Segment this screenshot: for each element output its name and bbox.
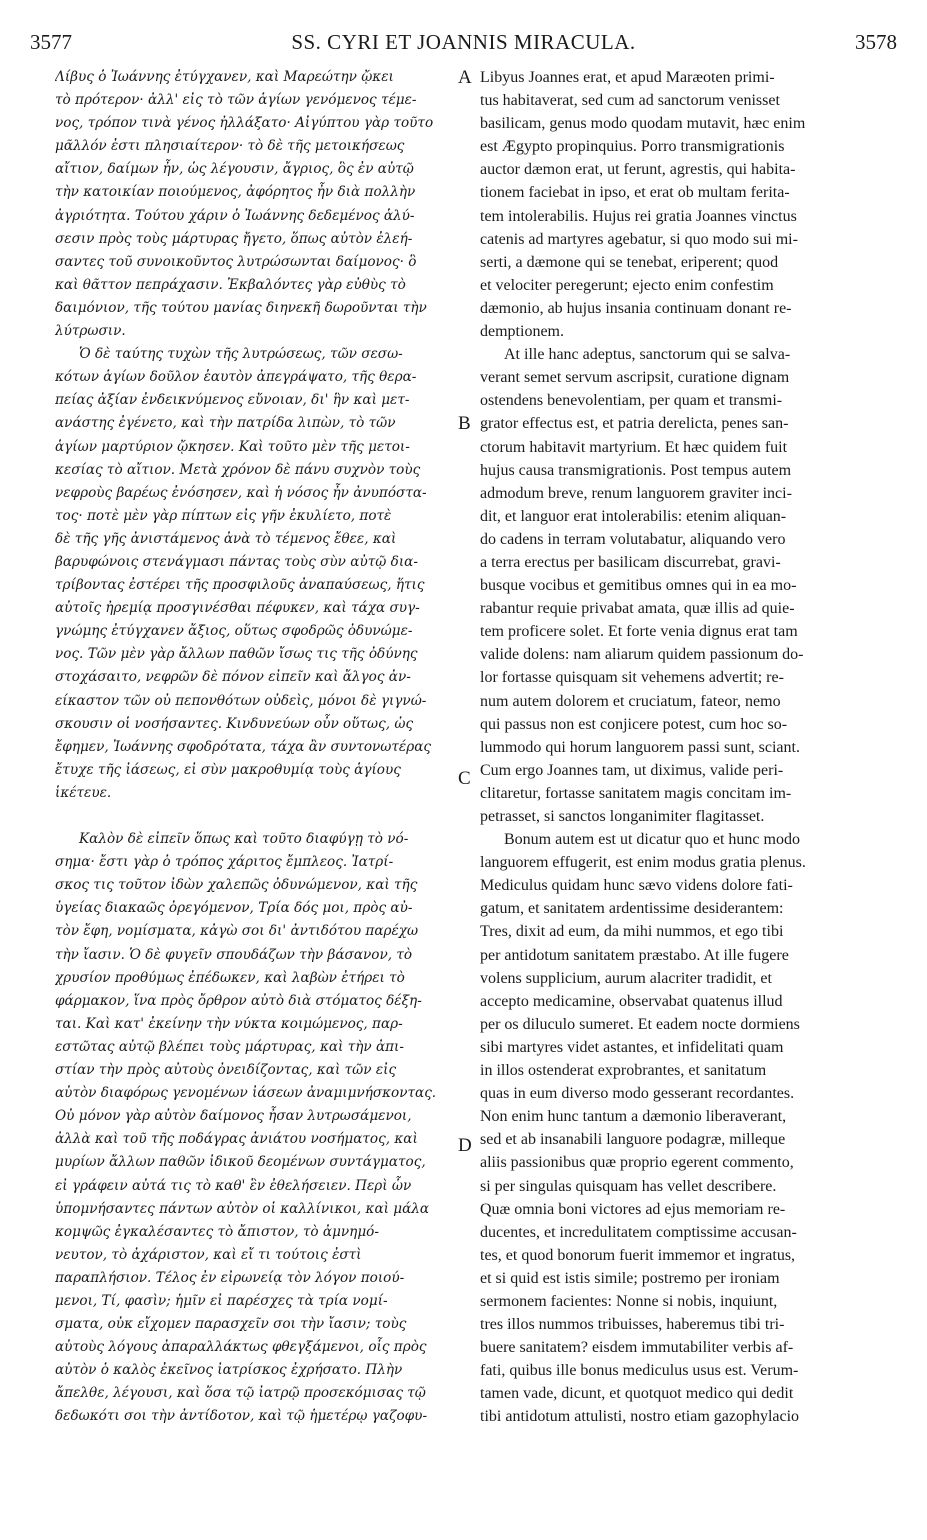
latin-line: quas in eum diverso modo gesserant recordantes. [480,1085,795,1103]
greek-line: φάρμακον, ἵνα πρὸς ὄρθρον αὐτὸ διὰ στόματος δέξη- [55,992,422,1009]
latin-line: auctor dæmon erat, ut ferunt, agrestis, qui habita- [480,161,796,179]
latin-line: gatum, et sanitatem ardentissime desiderantem: [480,900,784,918]
greek-line: κομψῶς ἐγκαλέσαντες τὸ ἄπιστον, τὸ ἀμνημό- [55,1223,379,1240]
greek-line: ανάστης ἐγένετο, καὶ τὴν πατρίδα λιπὼν, τὸ τῶν [55,415,396,432]
greek-line: παραπλήσιον. Τέλος ἐν εἰρωνείᾳ τὸν λόγον ποιού- [55,1269,405,1286]
latin-line: tamen vade, dicunt, et quotquot medico qui dedit [480,1385,794,1403]
latin-line: est Ægypto propinquius. Porro transmigrationis [480,138,785,156]
latin-line: verant semet servum ascripsit, curatione dignam [480,369,790,387]
greek-line: τὴν ἴασιν. Ὁ δὲ φυγεῖν σπουδάζων τὴν βάσανον, τὸ [55,946,413,963]
latin-line: tes, et quod bonorum fuerit immemor et ingratus, [480,1246,796,1264]
latin-line: sermonem facientes: Nonne si nobis, inquiunt, [480,1292,778,1310]
latin-line: qui passus non est conjicere potest, cum hoc so- [480,715,788,733]
greek-line: γνώμης ἐτύγχανεν ἄξιος, οὕτως σφοδρῶς ὀδυνώμε- [55,623,413,640]
greek-line: ἱκέτευε. [55,784,112,801]
greek-line: καὶ θᾶττον πεπράχασιν. Ἐκβαλόντες γὰρ εὐθὺς τὸ [55,276,406,293]
latin-line: do cadens in terram volutabatur, aliquando vero [480,530,786,548]
greek-line: αὐτὸν διαφόρως γενομένων ἰάσεων ἀναμιμνήσκοντας. [55,1085,437,1102]
latin-line: grator effectus est, et patria derelicta, penes san- [480,415,789,433]
greek-line: δεδωκότι σοι τὴν ἀντίδοτον, καὶ τῷ ἡμετέρῳ γαζοφυ- [55,1408,428,1425]
latin-line: Libyus Joannes erat, et apud Maræoten primi- [480,69,775,86]
latin-line: serti, a dæmone qui se tenebat, eriperent; quod [480,253,779,271]
greek-line: νευτον, τὸ ἀχάριστον, καὶ εἴ τι τούτοις ἐστὶ [55,1246,362,1263]
greek-line: σκος τις τοῦτον ἰδὼν χαλεπῶς ὀδυνώμενον, καὶ τῆς [55,877,418,894]
latin-line: in illos ostenderat exprobrantes, et sanitatum [480,1062,767,1080]
greek-line: αὐτοὺς λόγους ἀπαραλλάκτως φθεγξάμενοι, οἷς πρὸς [55,1339,427,1356]
page-number-right: 3578 [855,30,897,54]
latin-line: ducentes, et incredulitatem comptissime accusan- [480,1223,797,1241]
latin-line: admodum breve, renum languorem graviter inci- [480,484,792,502]
latin-line: tus habitaverat, sed cum ad sanctorum venisset [480,92,780,110]
greek-line: αὐτοῖς ἠρεμίᾳ προσγινέσθαι πέφυκεν, καὶ τάχα συγ- [55,600,420,617]
greek-line: ἀγριότητα. Τούτου χάριν ὁ Ἰωάννης δεδεμένος ἁλύ- [55,207,415,224]
greek-line: σημα· ἔστι γὰρ ὁ τρόπος χάριτος ἔμπλεος. Ἰατρί- [55,854,394,871]
latin-line: Bonum autem est ut dicatur quo et hunc modo [504,831,800,849]
greek-line: ὑπομνήσαντες πάντων αὐτὸν οἱ καλλίνικοι, καὶ μάλα [55,1200,430,1217]
greek-line: δαιμόνιον, τῆς τούτου μανίας διηνεκῆ δωροῦνται τὴν [55,299,427,316]
latin-line: fati, quibus ille bonus mediculus usus est. Verum- [480,1362,799,1380]
greek-line: είκαστον τῶν οὐ πεπονθότων οὐδεὶς, μόνοι δὲ γιγνώ- [55,692,427,709]
greek-line: τὸ πρότερον· ἀλλ' εἰς τὸ τῶν ἁγίων γενόμενος τέμε- [55,92,417,109]
greek-line: αἴτιον, δαίμων ἦν, ὡς λέγουσιν, ἄγριος, ὃς ἐν αὐτῷ [55,161,414,178]
latin-line: At ille hanc adeptus, sanctorum qui se salva- [504,346,791,364]
greek-line: αὐτὸν ὁ καλὸς ἐκεῖνος ἰατρίσκος ἐχρήσατο. Πλὴν [55,1362,403,1379]
greek-line: σεσιν πρὸς τοὺς μάρτυρας ἤγετο, ὅπως αὐτὸν ἐλεή- [55,230,413,247]
greek-line: ἔτυχε τῆς ἰάσεως, εἰ σὺν μακροθυμίᾳ τοὺς ἁγίους [55,761,401,778]
latin-line: petrasset, si sanctos longanimiter flagitasset. [480,808,765,825]
greek-line: τὴν κατοικίαν ποιούμενος, ἀφόρητος ἦν διὰ πολλὴν [55,184,416,201]
latin-line: sibi martyres videt astantes, et infidelitati quam [480,1038,784,1056]
latin-line: sed et ab insanabili languore podagræ, milleque [480,1131,786,1149]
latin-column [480,66,892,1429]
latin-line: si per singulas quisquam has vellet describere. [480,1177,777,1195]
latin-line: tem intolerabilis. Hujus rei gratia Joannes vinctus [480,207,797,225]
latin-line: tionem faciebat in ipso, et erat ob multam ferita- [480,184,790,202]
greek-line: νος. Τῶν μὲν γὰρ ἄλλων παθῶν ἴσως τις τῆς ὀδύνης [55,646,418,663]
section-marker-b: B [458,413,471,434]
greek-line: μενοι, Τί, φασὶν; ἡμῖν εἰ παρέσχες τὰ τρία νομί- [55,1292,388,1309]
greek-line: Καλὸν δὲ εἰπεῖν ὅπως καὶ τοῦτο διαφύγῃ τὸ νό- [79,831,409,848]
greek-line: ὑγείας διακαῶς ὀρεγόμενον, Τρία δός μοι, πρὸς αὐ- [55,900,413,917]
greek-line: σαντες τοῦ συνοικοῦντος λυτρώσωνται δαίμονος· ὃ [55,253,417,270]
latin-line: tibi antidotum attulisti, nostro etiam gazophylacio [480,1408,800,1426]
latin-line: dit, et languor erat intolerabilis: etenim aliquan- [480,507,787,525]
latin-line: et velociter peregerunt; ejecto enim confestim [480,276,774,294]
greek-line: εστῶτας αὐτῷ βλέπει τοὺς μάρτυρας, καὶ τὴν ἀπι- [55,1038,404,1055]
greek-line: νος, τρόπον τινὰ γένος ἠλλάξατο· Αἰγύπτου γὰρ τοῦτο [55,115,434,132]
greek-line: σματα, οὐκ εἴχομεν παρασχεῖν σοι τὴν ἴασιν; τοὺς [55,1316,407,1333]
latin-line: buere sanitatem? eisdem immutabiliter verbis af- [480,1339,794,1357]
latin-line: Cum ergo Joannes tam, ut diximus, valide peri- [480,761,784,779]
greek-line: στίαν τὴν πρὸς αὐτοὺς ὀνειδίζοντας, καὶ τῶν εἰς [55,1062,397,1079]
greek-line: νεφροὺς βαρέως ἐνόσησεν, καὶ ἡ νόσος ἦν ἀνυπόστα- [55,484,427,501]
latin-line: volens supplicium, aurum alacriter tradidit, et [480,969,772,987]
latin-line: et si quid est istis simile; postremo per ironiam [480,1269,780,1287]
latin-line: aliis passionibus quæ proprio egerent commento, [480,1154,794,1172]
section-marker-c: C [458,768,471,789]
section-marker-d: D [458,1135,472,1156]
latin-line: ctorum habitavit martyrium. Et hæc quidem fuit [480,438,788,456]
latin-line: demptionem. [480,323,564,341]
latin-line: lor fortasse quisquam sit vehemens advertit; re- [480,669,784,687]
greek-line: εἰ γράφειν αὐτά τις τὸ καθ' ἓν ἐθελήσειεν. Περὶ ὧν [55,1177,412,1194]
latin-line: catenis ad martyres agebatur, si quo modo sui mi- [480,230,798,248]
section-marker-a: A [458,67,472,88]
greek-line: χρυσίον προθύμως ἐπέδωκεν, καὶ λαβὼν ἐτήρει τὸ [55,969,405,986]
latin-line: basilicam, genus modo quodam mutavit, hæc enim [480,115,806,133]
greek-line: δὲ τῆς γῆς ἀνιστάμενος ἀνὰ τὸ τέμενος ἔθεε, καὶ [55,530,397,547]
running-title: SS. CYRI ET JOANNIS MIRACULA. [291,30,636,54]
greek-line: τὸν ἔφη, νομίσματα, κἀγὼ σοι δι' ἀντιδότου παρέχω [55,923,419,940]
greek-line: πείας ἀξίαν ἐνδεικνύμενος εὔνοιαν, δι' ἣν καὶ μετ- [55,392,410,409]
greek-line: ἀλλὰ καὶ τοῦ τῆς ποδάγρας ἀνιάτου νοσήματος, καὶ [55,1131,418,1148]
greek-line: στοχάσαιτο, νεφρῶν δὲ πόνον εἰπεῖν καὶ ἄλγος ἀν- [55,669,411,686]
latin-line: tem proficere solet. Et forte venia dignus erat tam [480,623,798,641]
greek-line: κότων ἁγίων δοῦλον ἑαυτὸν ἀπεγράψατο, τῆς θερα- [55,369,417,386]
latin-line: busque vocibus et gemitibus omnes qui in ea mo- [480,577,797,595]
greek-line: ἁγίων μαρτύριον ᾤκησεν. Καὶ τοῦτο μὲν τῆς μετοι- [55,438,410,455]
latin-line: per os diluculo sumeret. Et eadem nocte dormiens [480,1015,800,1033]
greek-line: ἄπελθε, λέγουσι, καὶ ὅσα τῷ ἰατρῷ προσεκόμισας τῷ [55,1385,426,1402]
latin-line: clitaretur, fortasse sanitatem magis concitam im- [480,784,792,802]
latin-line: dæmonio, ab hujus insania continuam donant re- [480,299,792,317]
greek-line: Λίβυς ὁ Ἰωάννης ἐτύγχανεν, καὶ Μαρεώτην ᾤκει [55,69,394,85]
latin-line: num autem dolorem et cruciatum, fateor, nemo [480,692,781,710]
greek-line: Οὐ μόνον γὰρ αὐτὸν δαίμονος ἦσαν λυτρωσάμενοι, [55,1108,412,1125]
greek-line: ἔφημεν, Ἰωάννης σφοδρότατα, τάχα ἂν συντονωτέρας [55,738,431,755]
latin-line: Mediculus quidam hunc sævo videns dolore fati- [480,877,793,895]
greek-line: βαρυφώνοις στενάγμασι πάντας τοὺς σὺν αὐτῷ δια- [55,553,418,570]
latin-line: languorem effugerit, est enim modus gratia plenus. [480,854,806,872]
latin-line: accepto medicamine, observabat quatenus illud [480,992,783,1010]
greek-line: τρίβοντας ἐστέρει τῆς προσφιλοῦς ἀναπαύσεως, ἥτις [55,577,425,594]
latin-line: valide dolens: nam aliarum quidem passionum do- [480,646,804,664]
latin-line: Tres, dixit ad eum, da mihi nummos, et ego tibi [480,923,784,941]
latin-line: Quæ omnia boni victores ad ejus memoriam re- [480,1200,786,1218]
latin-line: rabantur requie privabat amata, quæ illis ad quie- [480,600,795,618]
page-header [30,30,897,60]
greek-line: κεσίας τὸ αἴτιον. Μετὰ χρόνον δὲ πάνυ συχνὸν τοὺς [55,461,421,478]
latin-line: lummodo qui horum languorem passi sunt, sciant. [480,738,800,756]
latin-line: ostendens benevolentiam, per quam et transmi- [480,392,783,410]
page-number-left: 3577 [30,30,72,54]
latin-line: per antidotum sanitatem præstabo. At ille fugere [480,946,789,964]
greek-line: τος· ποτὲ μὲν γὰρ πίπτων εἰς γῆν ἐκυλίετο, ποτὲ [55,507,392,524]
latin-line: tres illos nummos tribuisses, haberemus tibi tri- [480,1316,785,1334]
latin-line: hujus causa transmigrationis. Post tempus autem [480,461,792,479]
greek-line: μυρίων ἄλλων παθῶν ἰδικοῦ δεομένων συντάγματος, [55,1154,426,1171]
greek-line: λύτρωσιν. [55,323,126,340]
greek-line: μᾶλλόν ἐστι πλησιαίτερον· τὸ δὲ τῆς μετοικήσεως [55,138,405,155]
paragraph-gap [55,805,455,828]
greek-line: σκουσιν οἱ νοσήσαντες. Κινδυνεύων οὖν οὕτως, ὡς [55,715,414,732]
greek-column [55,66,455,1429]
latin-line: Non enim hunc tantum a dæmonio liberaverant, [480,1108,787,1126]
latin-line: a terra erectus per basilicam discurrebat, gravi- [480,553,781,571]
greek-line: ται. Καὶ κατ' ἐκείνην τὴν νύκτα κοιμώμενος, παρ- [55,1015,403,1032]
greek-line: Ὁ δὲ ταύτης τυχὼν τῆς λυτρώσεως, τῶν σεσω- [79,346,403,363]
